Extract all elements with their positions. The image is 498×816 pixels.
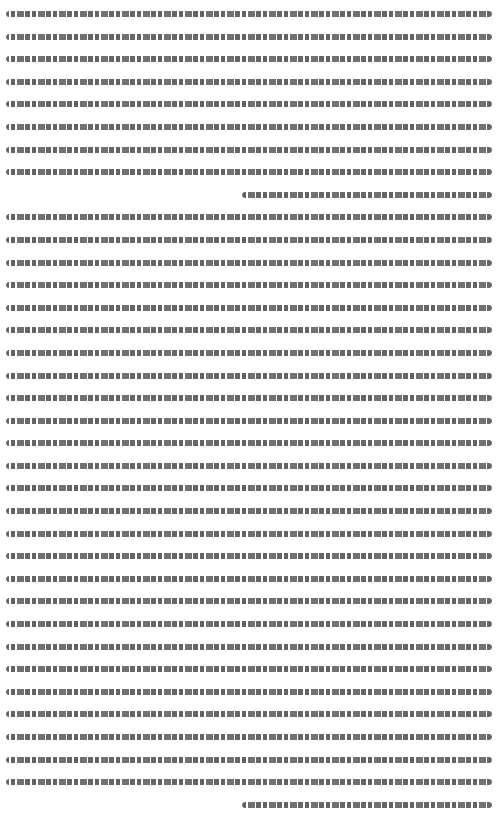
- text-line: [6, 26, 492, 49]
- text-line-ink: [6, 553, 492, 559]
- text-line-ink: [242, 192, 492, 198]
- text-line: [6, 794, 492, 816]
- text-line-ink: [6, 124, 492, 130]
- text-line: [6, 116, 492, 139]
- text-line: [6, 206, 492, 229]
- text-line: [6, 274, 492, 297]
- text-line: [6, 545, 492, 568]
- text-line: [6, 184, 492, 207]
- text-line-ink: [6, 373, 492, 379]
- text-line: [6, 229, 492, 252]
- text-line: [6, 613, 492, 636]
- text-line: [6, 161, 492, 184]
- text-line-ink: [6, 734, 492, 740]
- text-line: [6, 139, 492, 162]
- text-line-ink: [6, 101, 492, 107]
- text-line-ink: [6, 79, 492, 85]
- text-line-ink: [6, 418, 492, 424]
- text-line-ink: [6, 757, 492, 763]
- text-line-ink: [6, 689, 492, 695]
- text-line-ink: [6, 214, 492, 220]
- text-line-ink: [6, 11, 492, 17]
- text-line: [6, 410, 492, 433]
- text-line: [6, 681, 492, 704]
- text-line-ink: [6, 598, 492, 604]
- text-line: [6, 726, 492, 749]
- text-line-ink: [6, 34, 492, 40]
- text-line: [6, 71, 492, 94]
- text-line-ink: [6, 282, 492, 288]
- text-line-ink: [6, 260, 492, 266]
- paragraph-1: [6, 3, 492, 206]
- text-line-ink: [6, 237, 492, 243]
- text-line-ink: [6, 485, 492, 491]
- text-line: [6, 3, 492, 26]
- text-line-ink: [6, 147, 492, 153]
- text-line: [6, 455, 492, 478]
- text-line-ink: [6, 779, 492, 785]
- text-line: [6, 252, 492, 275]
- text-line: [6, 319, 492, 342]
- text-line-ink: [6, 169, 492, 175]
- text-line: [6, 749, 492, 772]
- text-line: [6, 342, 492, 365]
- text-line-ink: [6, 711, 492, 717]
- text-line: [6, 297, 492, 320]
- text-line: [6, 771, 492, 794]
- text-line: [6, 48, 492, 71]
- text-line-ink: [6, 621, 492, 627]
- text-line-ink: [6, 327, 492, 333]
- text-line-ink: [6, 508, 492, 514]
- text-line-ink: [6, 440, 492, 446]
- text-line-ink: [6, 395, 492, 401]
- text-line-ink: [6, 666, 492, 672]
- text-line: [6, 590, 492, 613]
- text-line: [6, 365, 492, 388]
- text-line: [6, 432, 492, 455]
- text-line: [6, 500, 492, 523]
- text-line-ink: [6, 305, 492, 311]
- text-line-ink: [6, 350, 492, 356]
- text-line: [6, 477, 492, 500]
- text-line-ink: [6, 531, 492, 537]
- text-line-ink: [6, 576, 492, 582]
- text-line: [6, 658, 492, 681]
- text-line-ink: [242, 802, 492, 808]
- text-line-ink: [6, 56, 492, 62]
- text-line: [6, 387, 492, 410]
- text-line-ink: [6, 644, 492, 650]
- text-line-ink: [6, 463, 492, 469]
- paragraph-2: [6, 206, 492, 816]
- text-line: [6, 93, 492, 116]
- text-line: [6, 636, 492, 659]
- text-line: [6, 568, 492, 591]
- text-line: [6, 703, 492, 726]
- text-line: [6, 523, 492, 546]
